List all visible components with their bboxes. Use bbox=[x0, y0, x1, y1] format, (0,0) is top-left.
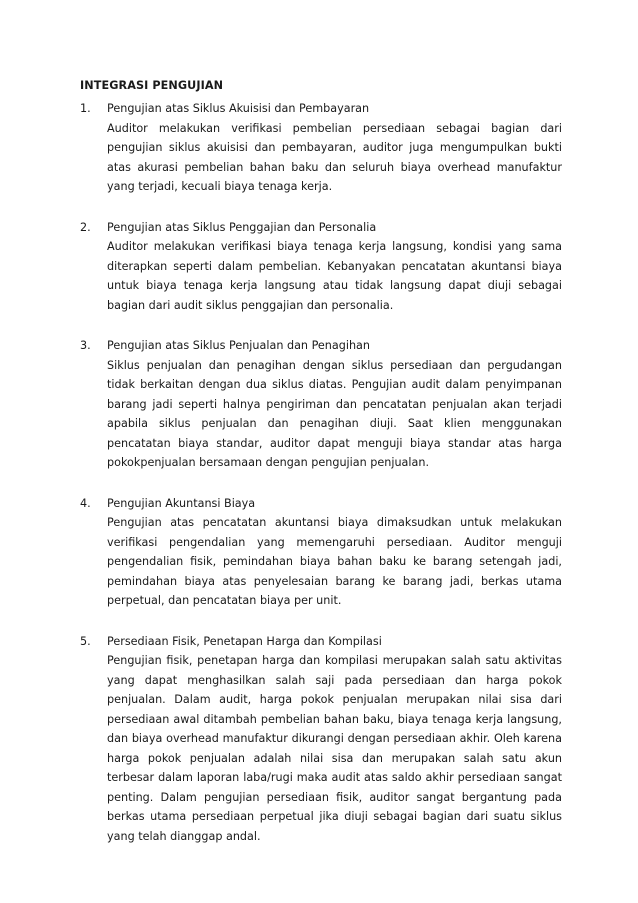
section-content bbox=[107, 218, 562, 316]
section-heading: Pengujian Akuntansi Biaya bbox=[107, 496, 256, 510]
section-content bbox=[107, 494, 562, 611]
section-text: Pengujian fisik, penetapan harga dan kompilasi merupakan salah satu aktivitas yang dapat menghasilkan salah saji pada persediaan dan harga pokok penjualan. Dalam audit, harga pokok penjualan merupakan nilai sisa dari persediaan awal ditambah pembelian bahan baku, biaya tenaga kerja langsung, dan biaya overhead manufaktur dikurangi dengan persediaan akhir. Oleh karena harga pokok penjualan adalah nilai sisa dan merupakan salah satu akun terbesar dalam laporan laba/rugi maka audit atas saldo akhir persediaan sangat penting. Dalam pengujian persediaan fisik, auditor sangat bergantung pada berkas utama persediaan perpetual jika diuji sebagai bagian dari suatu siklus yang telah dianggap andal. bbox=[107, 654, 562, 843]
section-heading: Pengujian atas Siklus Penggajian dan Personalia bbox=[107, 220, 377, 234]
section-text: Siklus penjualan dan penagihan dengan siklus persediaan dan pergudangan tidak berkaitan dengan dua siklus diatas. Pengujian audit dalam penyimpanan barang jadi seperti halnya pengiriman dan pencatatan penjualan akan terjadi apabila siklus penjualan dan penagihan diuji. Saat klien menggunakan pencatatan biaya standar, auditor dapat menguji biaya standar atas harga pokokpenjualan bersamaan dengan pengujian penjualan. bbox=[107, 358, 562, 469]
document-page bbox=[80, 79, 562, 867]
section-1 bbox=[80, 99, 562, 197]
section-heading: Persediaan Fisik, Penetapan Harga dan Kompilasi bbox=[107, 634, 382, 648]
section-number: 2. bbox=[80, 220, 91, 234]
section-5 bbox=[80, 632, 562, 847]
section-heading: Pengujian atas Siklus Penjualan dan Penagihan bbox=[107, 339, 370, 352]
section-text: Auditor melakukan verifikasi pembelian persediaan sebagai bagian dari pengujian siklus akuisisi dan pembayaran, auditor juga mengumpulkan bukti atas akurasi pembelian bahan baku dan seluruh biaya overhead manufaktur yang terjadi, kecuali biaya tenaga kerja. bbox=[107, 121, 562, 193]
section-content bbox=[107, 99, 562, 197]
section-number: 1. bbox=[80, 102, 91, 115]
section-number: 4. bbox=[80, 496, 91, 510]
section-content bbox=[107, 336, 562, 473]
section-number: 5. bbox=[80, 634, 91, 648]
section-4 bbox=[80, 494, 562, 611]
section-heading: Pengujian atas Siklus Akuisisi dan Pembayaran bbox=[107, 102, 370, 115]
section-text: Pengujian atas pencatatan akuntansi biaya dimaksudkan untuk melakukan verifikasi pengendalian yang memengaruhi persediaan. Auditor menguji pengendalian fisik, pemindahan biaya bahan baku ke barang setengah jadi, pemindahan biaya atas penyelesaian barang ke barang jadi, berkas utama perpetual, dan pencatatan biaya per unit. bbox=[107, 516, 562, 607]
document-title: INTEGRASI PENGUJIAN bbox=[80, 79, 224, 92]
section-text: Auditor melakukan verifikasi biaya tenaga kerja langsung, kondisi yang sama diterapkan seperti dalam pembelian. Kebanyakan pencatatan akuntansi biaya untuk biaya tenaga kerja langsung atau tidak langsung dapat diuji sebagai bagian dari audit siklus penggajian dan personalia. bbox=[107, 240, 562, 312]
section-3 bbox=[80, 336, 562, 473]
section-number: 3. bbox=[80, 339, 91, 352]
section-content bbox=[107, 632, 562, 847]
section-2 bbox=[80, 218, 562, 316]
